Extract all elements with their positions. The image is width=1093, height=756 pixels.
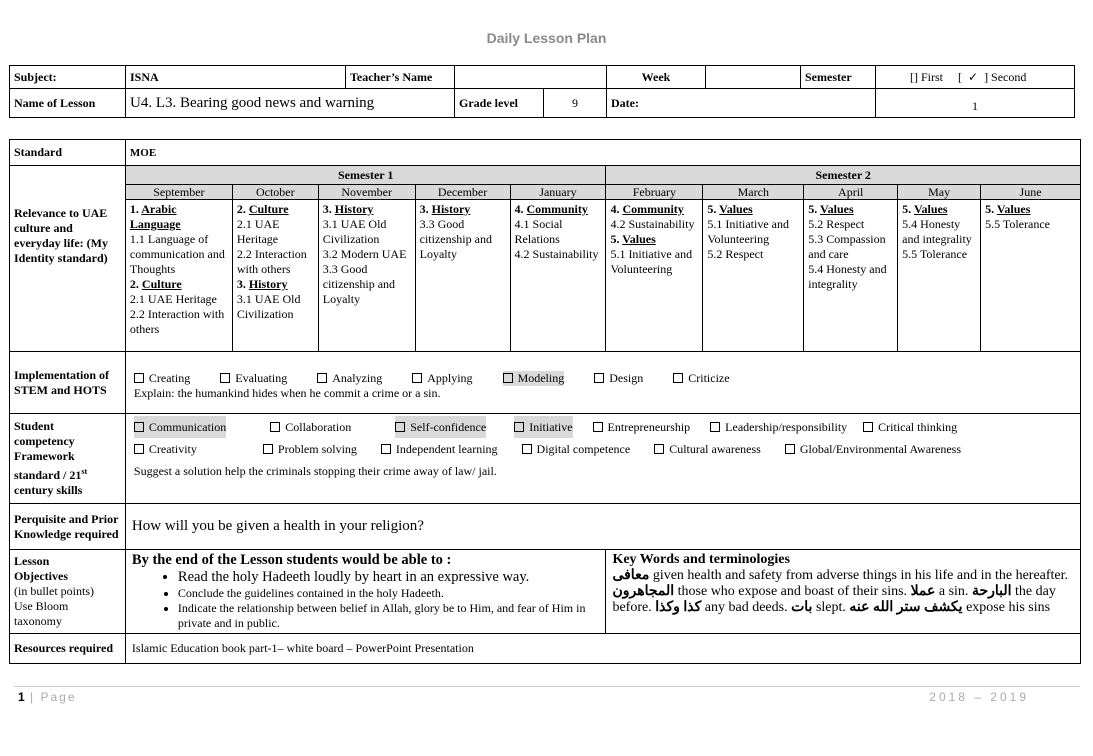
lesson-value[interactable]: U4. L3. Bearing good news and warning — [126, 89, 455, 118]
checkbox-icon[interactable] — [863, 422, 873, 432]
month-topic-line: 4.1 Social Relations — [514, 217, 563, 246]
option-critical-thinking[interactable]: Critical thinking — [863, 416, 957, 438]
month-header-october: October — [232, 185, 318, 200]
objective-item: • Conclude the guidelines contained in the holy Hadeeth. — [178, 586, 600, 601]
grade-label: Grade level — [455, 89, 544, 118]
month-topic-line: 3.3 Good citizenship and Loyalty — [322, 262, 396, 306]
checkbox-icon[interactable] — [412, 373, 422, 383]
week-label: Week — [607, 66, 706, 89]
semester-label: Semester — [801, 66, 876, 89]
month-topic-line: 3.1 UAE Old Civilization — [322, 217, 387, 246]
prereq-label: Perquisite and Prior Knowledge required — [10, 504, 126, 550]
month-header-may: May — [898, 185, 981, 200]
option-global-environmental-awareness[interactable]: Global/Environmental Awareness — [785, 438, 961, 460]
objective-item: • Read the holy Hadeeth loudly by heart in an expressive way. — [178, 569, 600, 586]
stem-explain: Explain: the humankind hides when he commit a crime or a sin. — [133, 385, 441, 400]
month-content-december — [415, 200, 510, 352]
lesson-label: Name of Lesson — [10, 89, 126, 118]
checkbox-icon[interactable] — [710, 422, 720, 432]
month-topic-line: 5. Values — [707, 202, 753, 216]
checkbox-icon[interactable] — [593, 422, 603, 432]
prereq-value: How will you be given a health in your religion? — [125, 504, 1080, 550]
checkbox-icon[interactable] — [134, 422, 144, 432]
month-header-april: April — [804, 185, 898, 200]
option-communication[interactable]: Communication — [134, 416, 226, 438]
option-cultural-awareness[interactable]: Cultural awareness — [654, 438, 761, 460]
checkbox-icon[interactable] — [785, 444, 795, 454]
month-topic-line: 2. Culture — [129, 277, 182, 291]
option-modeling[interactable]: Modeling — [503, 371, 565, 386]
month-topic-line: 2.1 UAE Heritage — [236, 217, 280, 246]
objective-item: • Indicate the relationship between belief in Allah, glory be to Him, and fear of Him in private and in public. — [178, 601, 600, 631]
week-value[interactable] — [706, 66, 801, 89]
option-initiative[interactable]: Initiative — [514, 416, 572, 438]
objectives-label: Lesson Objectives (in bullet points) Use Bloom taxonomy — [10, 550, 126, 634]
checkbox-icon[interactable] — [503, 373, 513, 383]
month-topic-line: 3.3 Good citizenship and Loyalty — [419, 217, 492, 261]
checkbox-icon[interactable] — [220, 373, 230, 383]
option-collaboration[interactable]: Collaboration — [270, 416, 351, 438]
option-independent-learning[interactable]: Independent learning — [381, 438, 498, 460]
month-topic-line: 5. Values — [985, 202, 1031, 216]
checkbox-icon[interactable] — [673, 373, 683, 383]
competency-note: Suggest a solution help the criminals stopping their crime away of law/ jail. — [133, 464, 497, 478]
competency-label: Student competency Framework standard / 21st century skills — [10, 414, 126, 504]
month-topic-line: 5.5 Tolerance — [902, 247, 968, 261]
month-topic-line: 5.3 Compassion and care — [808, 232, 886, 261]
month-topic-line: 5. Values — [808, 202, 854, 216]
month-topic-line: 2.1 UAE Heritage — [129, 292, 217, 306]
teacher-label: Teacher’s Name — [346, 66, 455, 89]
checkbox-icon[interactable] — [270, 422, 280, 432]
option-analyzing[interactable]: Analyzing — [317, 371, 382, 386]
month-header-february: February — [606, 185, 703, 200]
checkbox-icon[interactable] — [395, 422, 405, 432]
month-topic-line: 2.2 Interaction with others — [236, 247, 307, 276]
month-topic-line: 3.1 UAE Old Civilization — [236, 292, 301, 321]
option-entrepreneurship[interactable]: Entrepreneurship — [593, 416, 691, 438]
month-topic-line: 3. History — [236, 277, 288, 291]
relevance-label: Relevance to UAE culture and everyday life: (My Identity standard) — [10, 166, 126, 352]
checkbox-icon[interactable] — [594, 373, 604, 383]
month-topic-line: 3. History — [322, 202, 374, 216]
option-design[interactable]: Design — [594, 371, 643, 386]
checkbox-icon[interactable] — [522, 444, 532, 454]
keywords-body: معافى given health and safety from adverse things in his life and in the hereafter. المجاهرون those who expose and boast of their sins. عملا a sin. البارحة the day before. كذا وكذا any bad deeds. بات slept. يكشف ستر الله عنه expose his sins — [612, 568, 1069, 615]
month-content-march — [703, 200, 804, 352]
resources-value: Islamic Education book part-1– white board – PowerPoint Presentation — [125, 634, 1080, 664]
check-icon: ✓ — [968, 69, 979, 84]
grade-value[interactable]: 9 — [544, 89, 607, 118]
option-leadership-responsibility[interactable]: Leadership/responsibility — [710, 416, 847, 438]
competency-row2 — [134, 438, 1076, 460]
page-title: Daily Lesson Plan — [486, 30, 607, 46]
month-topic-line: 4.2 Sustainability — [610, 217, 695, 231]
month-content-may — [898, 200, 981, 352]
objectives-cell — [125, 550, 606, 634]
month-header-june: June — [981, 185, 1081, 200]
semester2-heading: Semester 2 — [606, 166, 1081, 185]
header-table — [9, 65, 1075, 118]
month-content-october — [232, 200, 318, 352]
month-header-november: November — [318, 185, 415, 200]
checkbox-icon[interactable] — [317, 373, 327, 383]
month-content-january — [510, 200, 606, 352]
option-self-confidence[interactable]: Self-confidence — [395, 416, 486, 438]
subject-value[interactable]: ISNA — [126, 66, 346, 89]
month-content-april — [804, 200, 898, 352]
month-topic-line: 5. Values — [610, 232, 656, 246]
footer-divider — [14, 686, 1080, 687]
checkbox-icon[interactable] — [134, 373, 144, 383]
stem-options — [134, 371, 1076, 386]
footer-year: 2018 – 2019 — [929, 690, 1029, 704]
month-topic-line: 4. Community — [610, 202, 684, 216]
month-content-june — [981, 200, 1081, 352]
option-applying[interactable]: Applying — [412, 371, 472, 386]
month-header-march: March — [703, 185, 804, 200]
month-topic-line: 5.2 Respect — [808, 217, 865, 231]
month-content-november — [318, 200, 415, 352]
month-content-february — [606, 200, 703, 352]
month-header-december: December — [415, 185, 510, 200]
month-topic-line: 3.2 Modern UAE — [322, 247, 407, 261]
teacher-value[interactable] — [455, 66, 607, 89]
month-topic-line: 2. Culture — [236, 202, 289, 216]
standard-label: Standard — [10, 140, 126, 166]
month-topic-line: 2.2 Interaction with others — [129, 307, 225, 336]
month-topic-line: 5.4 Honesty and integrality — [808, 262, 887, 291]
month-topic-line: 5.2 Respect — [707, 247, 764, 261]
checkbox-icon[interactable] — [134, 444, 144, 454]
keywords-cell — [606, 550, 1081, 634]
month-topic-line: 5.5 Tolerance — [985, 217, 1050, 231]
semester-second-option[interactable]: ] Second — [984, 69, 1027, 84]
objectives-heading: By the end of the Lesson students would be able to : — [131, 552, 452, 568]
month-topic-line: 5. Values — [902, 202, 948, 216]
month-topic-line: 4.2 Sustainability — [514, 247, 599, 261]
semester-options[interactable] — [876, 66, 1075, 89]
competency-cell — [125, 414, 1080, 504]
month-topic-line: 4. Community — [514, 202, 588, 216]
month-content-september — [125, 200, 232, 352]
month-header-january: January — [510, 185, 606, 200]
month-topic-line: 1.1 Language of communication and Thoughts — [129, 232, 225, 276]
stem-label: Implementation of STEM and HOTS — [10, 352, 126, 414]
month-topic-line: 1. Arabic Language — [129, 202, 181, 231]
month-topic-line: 5.4 Honesty and integrality — [902, 217, 972, 246]
resources-label: Resources required — [10, 634, 126, 664]
checkbox-icon[interactable] — [654, 444, 664, 454]
stem-cell — [125, 352, 1080, 414]
keywords-heading: Key Words and terminologies — [612, 552, 790, 567]
month-header-september: September — [125, 185, 232, 200]
checkbox-icon[interactable] — [381, 444, 391, 454]
option-criticize[interactable]: Criticize — [673, 371, 729, 386]
footer-page: 1 | Page — [18, 690, 77, 704]
semester1-heading: Semester 1 — [125, 166, 606, 185]
objectives-list — [132, 569, 600, 631]
competency-row1 — [134, 416, 1076, 438]
option-creating[interactable]: Creating — [134, 371, 190, 386]
month-topic-line: 5.1 Initiative and Volunteering — [707, 217, 790, 246]
option-creativity[interactable]: Creativity — [134, 438, 197, 460]
date-label: Date: — [607, 89, 876, 118]
checkbox-icon[interactable] — [514, 422, 524, 432]
option-evaluating[interactable]: Evaluating — [220, 371, 287, 386]
month-topic-line: 3. History — [419, 202, 471, 216]
page-number-cell: 1 — [876, 89, 1075, 118]
lesson-plan-table — [9, 139, 1081, 664]
option-problem-solving[interactable]: Problem solving — [263, 438, 357, 460]
subject-label: Subject: — [10, 66, 126, 89]
month-topic-line: 5.1 Initiative and Volunteering — [610, 247, 693, 276]
semester-first-option[interactable]: [] First — [910, 69, 943, 84]
semester-second-open: [ — [958, 69, 962, 84]
standard-value: MOE — [125, 140, 1080, 166]
checkbox-icon[interactable] — [263, 444, 273, 454]
option-digital-competence[interactable]: Digital competence — [522, 438, 631, 460]
